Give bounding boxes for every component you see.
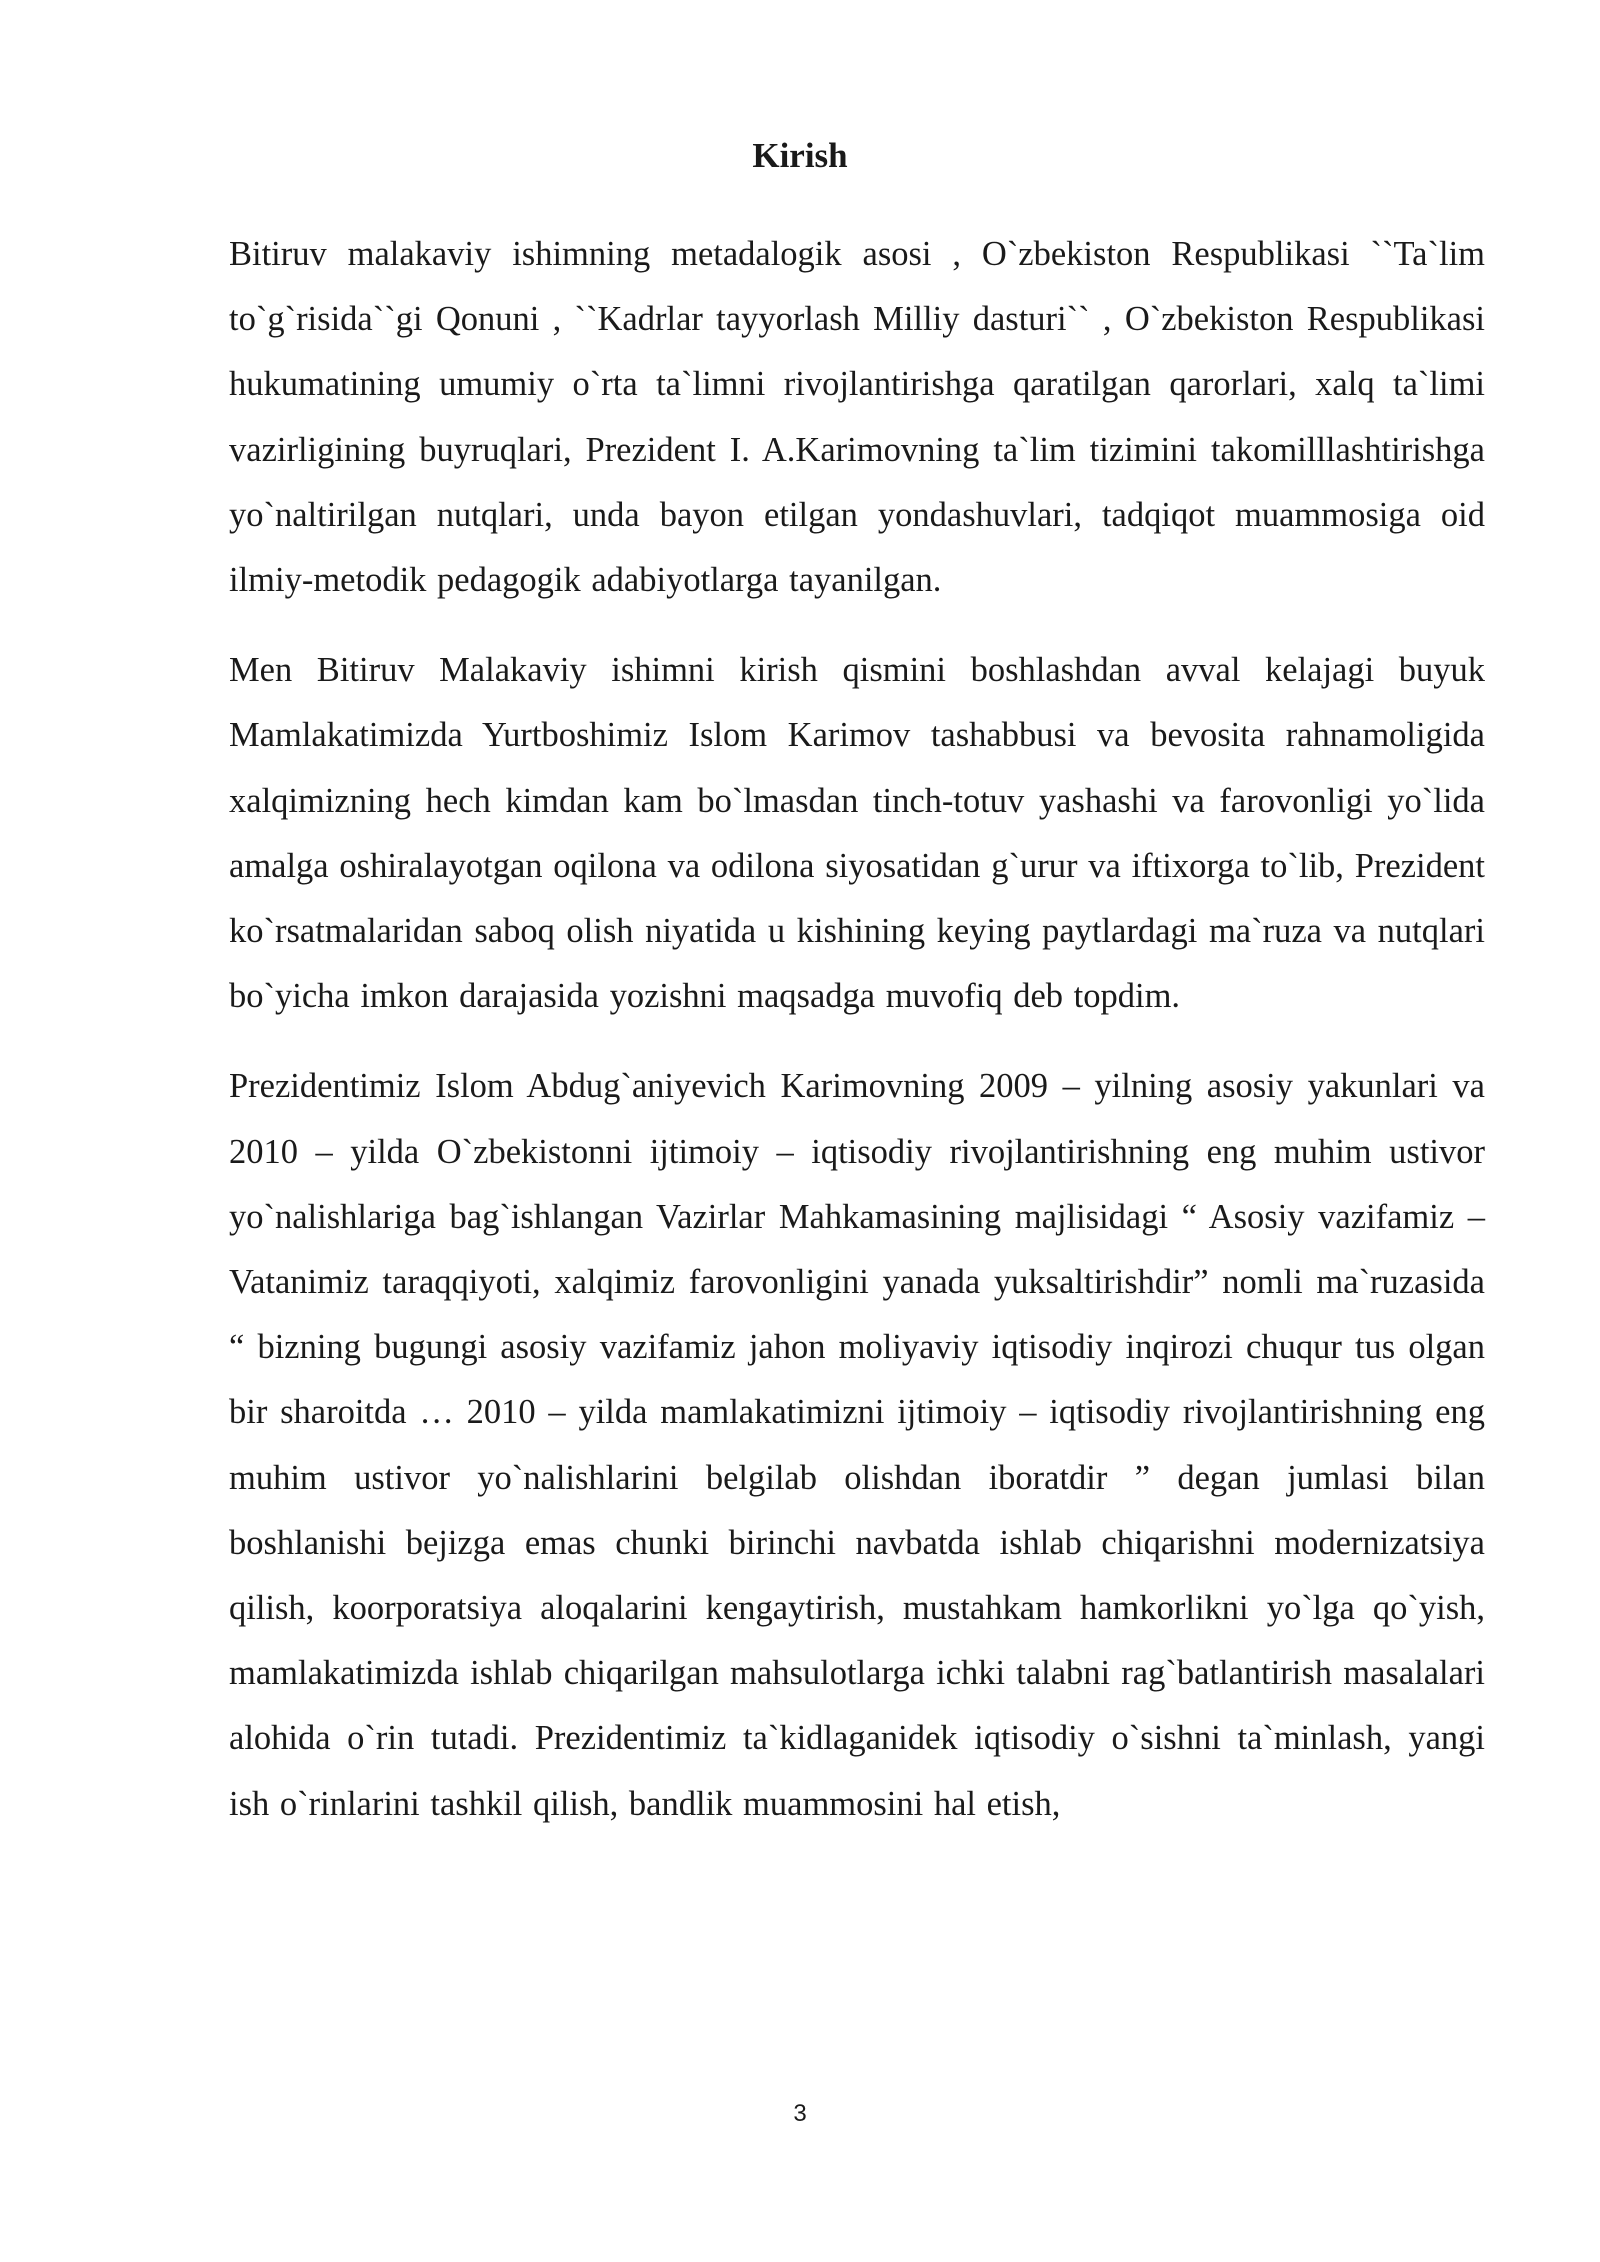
paragraph-3: Prezidentimiz Islom Abdug`aniyevich Karimovning 2009 – yilning asosiy yakunlari va 2010 – yilda O`zbekistonni ijtimoiy – iqtisodiy rivojlantirishning eng muhim ustivor yo`nalishlariga bag`ishlangan Vazirlar Mahkamasining majlisidagi “ Asosiy vazifamiz – Vatanimiz taraqqiyoti, xalqimiz farovonligini yanada yuksaltirishdir” nomli ma`ruzasida “ bizning bugungi asosiy vazifamiz jahon moliyaviy iqtisodiy inqirozi chuqur tus olgan bir sharoitda … 2010 – yilda mamlakatimizni ijtimoiy – iqtisodiy rivojlantirishning eng muhim ustivor yo`nalishlarini belgilab olishdan iboratdir ” degan jumlasi bilan boshlanishi bejizga emas chunki birinchi navbatda ishlab chiqarishni modernizatsiya qilish, koorporatsiya aloqalarini kengaytirish, mustahkam hamkorlikni yo`lga qo`yish, mamlakatimizda ishlab chiqarilgan mahsulotlarga ichki talabni rag`batlantirish masalalari alohida o`rin tutadi. Prezidentimiz ta`kidlaganidek iqtisodiy o`sishni ta`minlash, yangi ish o`rinlarini tashkil qilish, bandlik muammosini hal etish,	[229, 1067, 1485, 1823]
page-title: Kirish	[752, 136, 848, 175]
page-number: 3	[793, 2100, 807, 2127]
paragraph-2: Men Bitiruv Malakaviy ishimni kirish qismini boshlashdan avval kelajagi buyuk Mamlakatimizda Yurtboshimiz Islom Karimov tashabbusi va bevosita rahnamoligida xalqimizning hech kimdan kam bo`lmasdan tinch-totuv yashashi va farovonligi yo`lida amalga oshiralayotgan oqilona va odilona siyosatidan g`urur va iftixorga to`lib, Prezident ko`rsatmalaridan saboq olish niyatida u kishining keying paytlardagi ma`ruza va nutqlari bo`yicha imkon darajasida yozishni maqsadga muvofiq deb topdim.	[229, 651, 1485, 1016]
body-text	[229, 222, 1485, 1862]
paragraph-1: Bitiruv malakaviy ishimning metadalogik asosi , O`zbekiston Respublikasi ``Ta`lim to`g`risida``gi Qonuni , ``Kadrlar tayyorlash Milliy dasturi`` , O`zbekiston Respublikasi hukumatining umumiy o`rta ta`limni rivojlantirishga qaratilgan qarorlari, xalq ta`limi vazirligining buyruqlari, Prezident I. A.Karimovning ta`lim tizimini takomilllashtirishga yo`naltirilgan nutqlari, unda bayon etilgan yondashuvlari, tadqiqot muammosiga oid ilmiy-metodik pedagogik adabiyotlarga tayanilgan.	[229, 235, 1485, 600]
